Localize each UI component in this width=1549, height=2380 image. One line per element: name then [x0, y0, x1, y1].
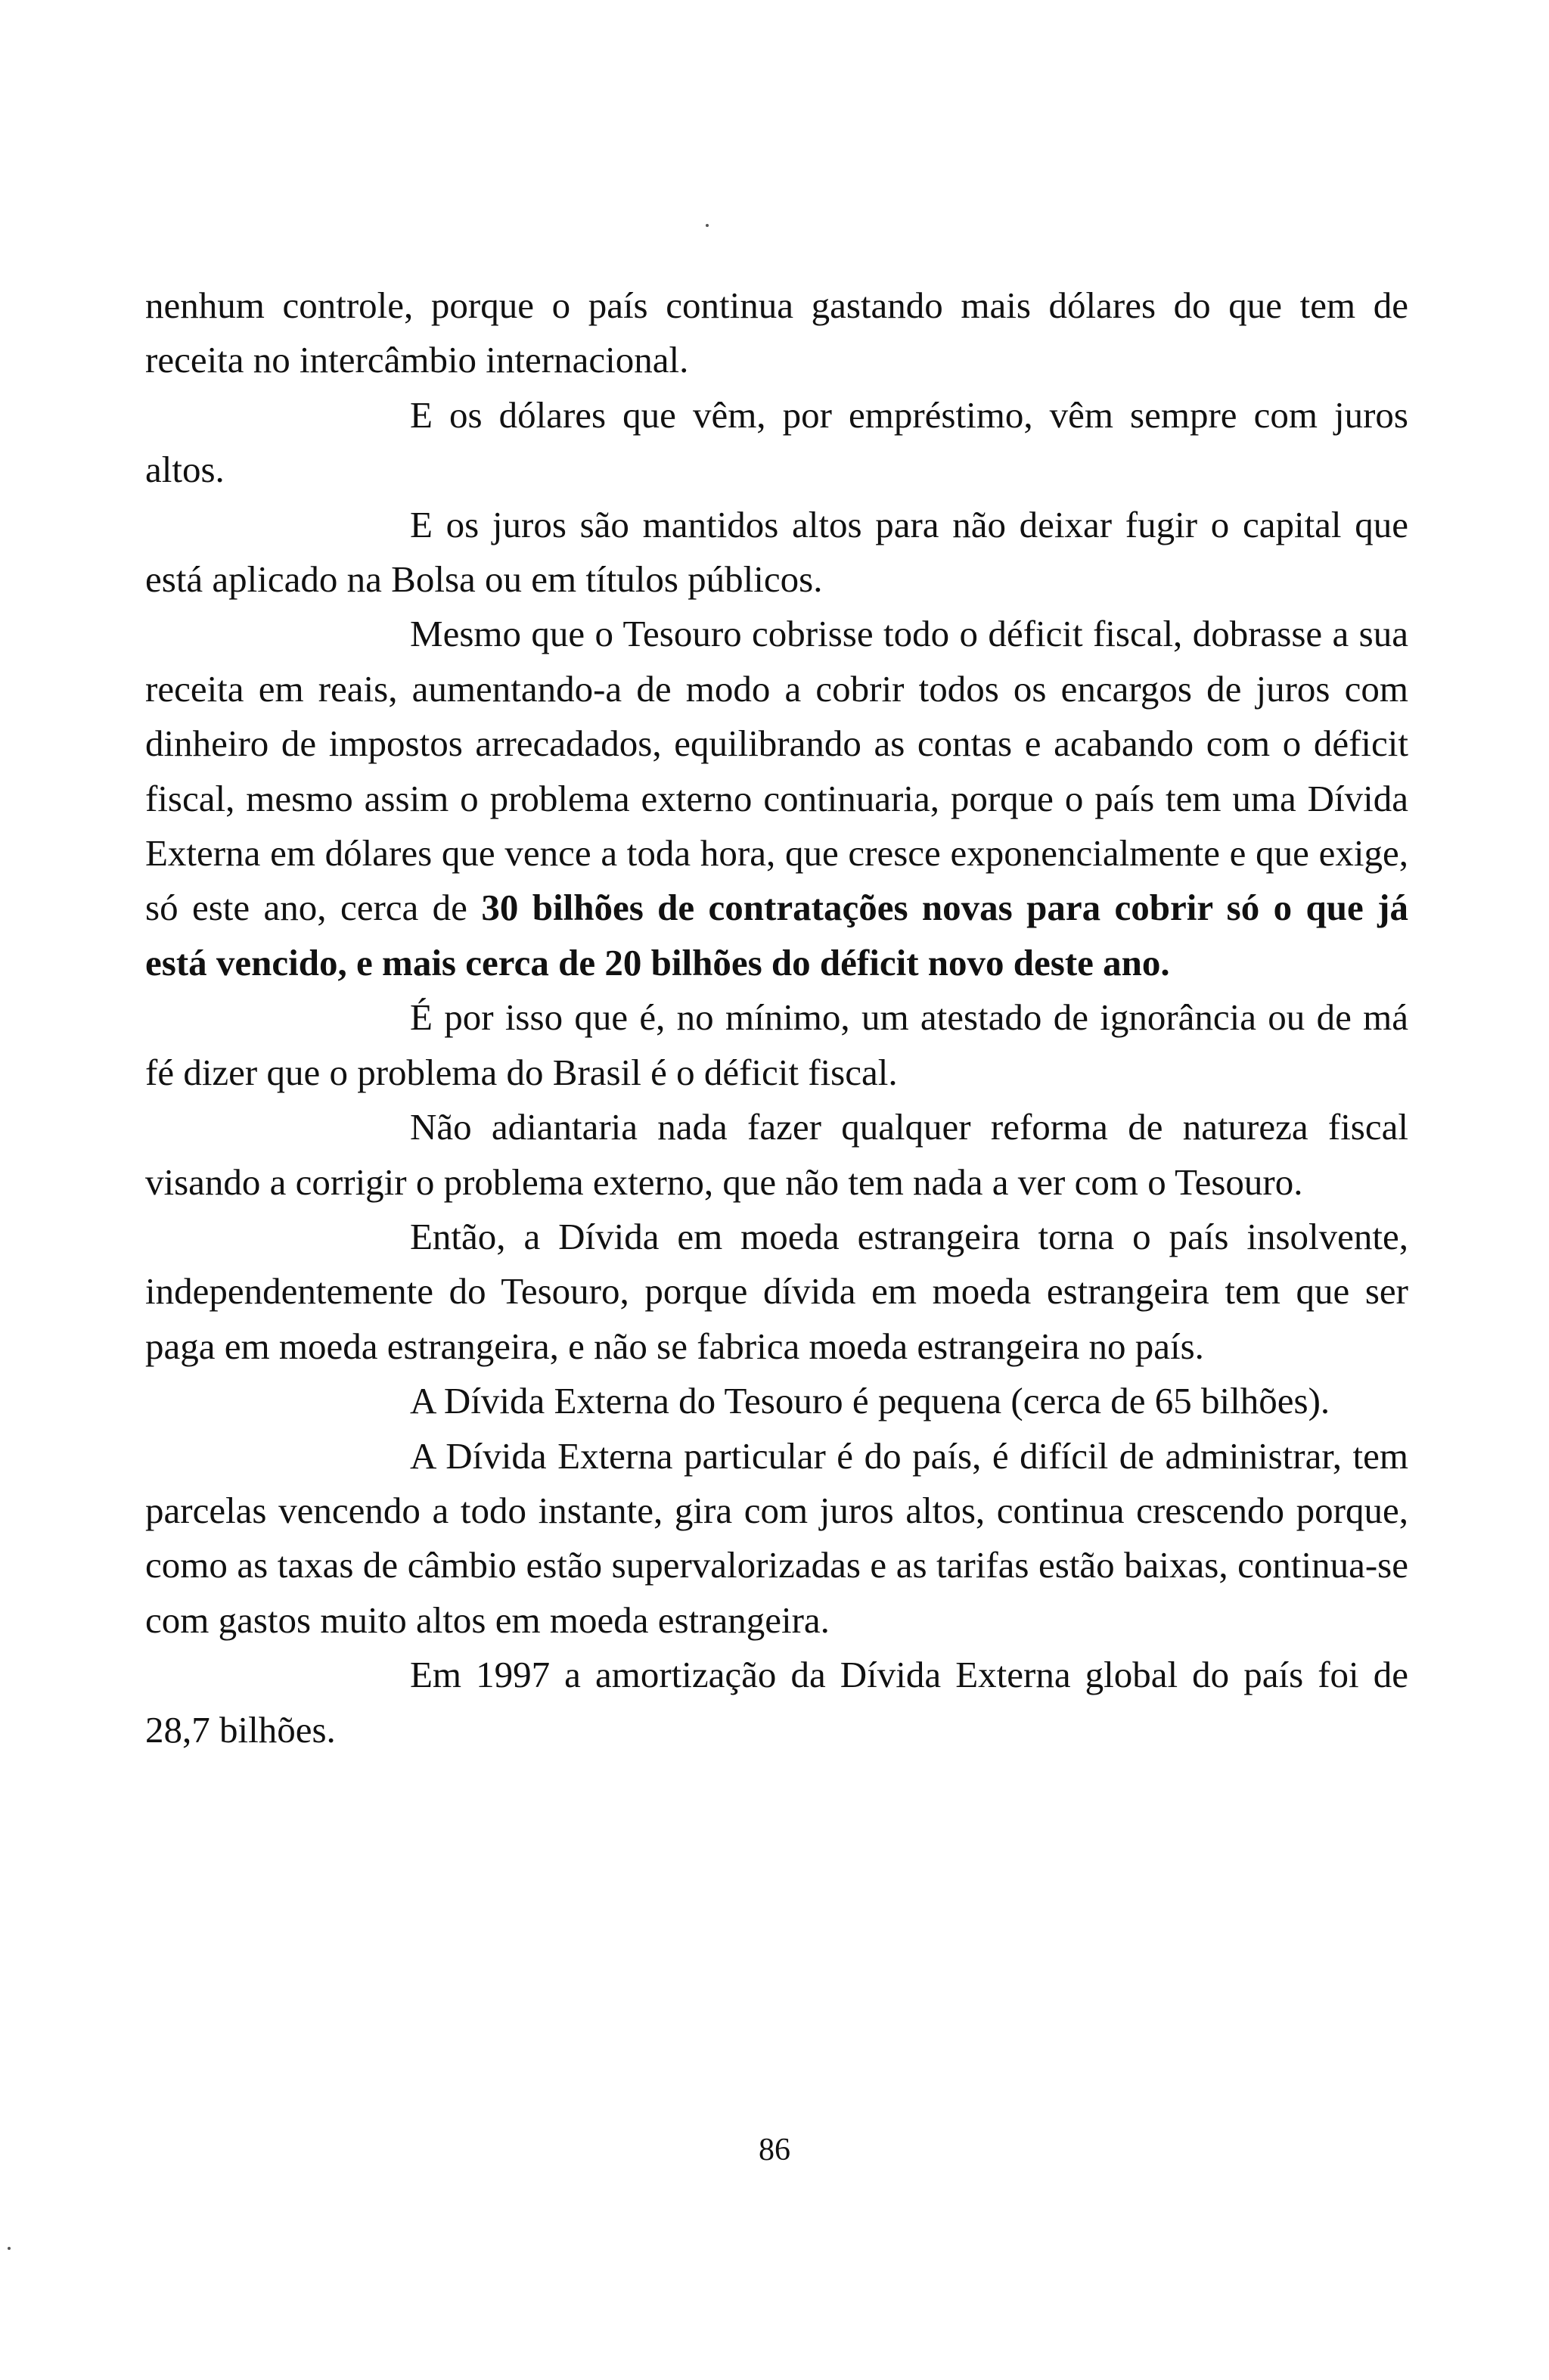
scan-speck [706, 224, 709, 227]
paragraph [145, 1648, 1408, 1757]
text-run: É por isso que é, no mínimo, um atestado de ignorância ou de má fé dizer que o problema do Brasil é o déficit fiscal. [145, 996, 1408, 1093]
text-run: E os dólares que vêm, por empréstimo, vêm sempre com juros altos. [145, 393, 1408, 491]
text-run: Em 1997 a amortização da Dívida Externa global do país foi de 28,7 bilhões. [145, 1654, 1408, 1751]
text-run: Não adiantaria nada fazer qualquer reforma de natureza fiscal visando a corrigir o problema externo, que não tem nada a ver com o Tesouro. [145, 1106, 1408, 1203]
text-run: A Dívida Externa particular é do país, é difícil de administrar, tem parcelas vencendo a todo instante, gira com juros altos, continua crescendo porque, como as taxas de câmbio estão supervalorizadas e as tarifas estão baixas, continua-se com gastos muito altos em moeda estrangeira. [145, 1434, 1408, 1641]
text-run: A Dívida Externa do Tesouro é pequena (cerca de 65 bilhões). [410, 1380, 1330, 1422]
paragraph [145, 388, 1408, 498]
text-run: E os juros são mantidos altos para não deixar fugir o capital que está aplicado na Bolsa ou em títulos públicos. [145, 503, 1408, 601]
paragraph [145, 990, 1408, 1100]
text-run: Então, a Dívida em moeda estrangeira torna o país insolvente, independentemente do Tesouro, porque dívida em moeda estrangeira tem que ser paga em moeda estrangeira, e não se fabrica moeda estrangeira no país. [145, 1215, 1408, 1367]
paragraph [145, 1100, 1408, 1210]
text-run: nenhum controle, porque o país continua gastando mais dólares do que tem de receita no intercâmbio internacional. [145, 284, 1408, 381]
scan-speck [8, 2247, 11, 2250]
bold-text-run: 30 bilhões de contratações novas para cobrir só o que já está vencido, e mais cerca de 20 bilhões do déficit novo deste ano. [145, 887, 1408, 983]
paragraph [145, 1210, 1408, 1374]
text-run: Mesmo que o Tesouro cobrisse todo o déficit fiscal, dobrasse a sua receita em reais, aumentando-a de modo a cobrir todos os encargos de juros com dinheiro de impostos arrecadados, equilibrando as contas e acabando com o déficit fiscal, mesmo assim o problema externo continuaria, porque o país tem uma Dívida Externa em dólares que vence a toda hora, que cresce exponencialmente e que exige, só este ano, cerca de [145, 613, 1408, 929]
paragraph [145, 1374, 1408, 1428]
body-text [145, 278, 1408, 1757]
paragraph [145, 278, 1408, 388]
paragraph [145, 607, 1408, 990]
page-number: 86 [759, 2133, 790, 2167]
paragraph [145, 1429, 1408, 1648]
paragraph [145, 498, 1408, 607]
